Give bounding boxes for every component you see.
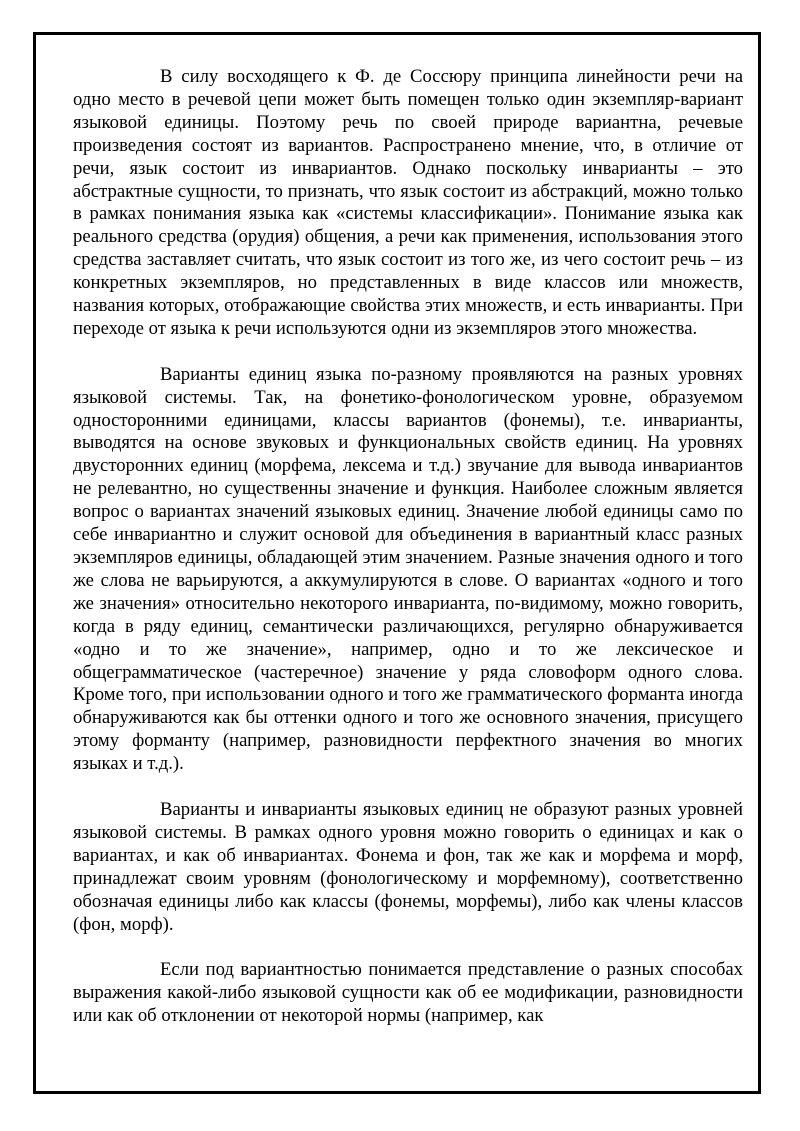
paragraph-4: Если под вариантностью понимается представление о разных способах выражения какой-либо языковой сущности как об ее модификации, разновидности или как об отклонении от некоторой нормы (например, как	[73, 959, 743, 1027]
paragraph-3: Варианты и инварианты языковых единиц не образуют разных уровней языковой системы. В рамках одного уровня можно говорить о единицах и как о вариантах, и как об инвариантах. Фонема и фон, так же как и морфема и морф, принадлежат своим уровням (фонологическому и морфемному), соответственно обозначая единицы либо как классы (фонемы, морфемы), либо как члены классов (фон, морф).	[73, 798, 743, 935]
paragraph-2: Варианты единиц языка по-разному проявляются на разных уровнях языковой системы. Так, на фонетико-фонологическом уровне, образуемом односторонними единицами, классы вариантов (фонемы), т.е. инварианты, выводятся на основе звуковых и функциональных свойств единиц. На уровнях двусторонних единиц (морфема, лексема и т.д.) звучание для вывода инвариантов не релевантно, но существенны значение и функция. Наиболее сложным является вопрос о вариантах значений языковых единиц. Значение любой единицы само по себе инвариантно и служит основой для объединения в вариантный класс разных экземпляров единицы, обладающей этим значением. Разные значения одного и того же слова не варьируются, а аккумулируются в слове. О вариантах «одного и того же значения» относительно некоторого инварианта, по-видимому, можно говорить, когда в ряду единиц, семантически различающихся, регулярно обнаруживается «одно и то же значение», например, одно и то же лексическое и общеграмматическое (частеречное) значение у ряда словоформ одного слова. Кроме того, при использовании одного и того же грамматического форманта иногда обнаруживаются как бы оттенки одного и того же основного значения, присущего этому форманту (например, разновидности перфектного значения во многих языках и т.д.).	[73, 363, 743, 775]
document-body	[73, 66, 743, 1028]
paragraph-1: В силу восходящего к Ф. де Соссюру принципа линейности речи на одно место в речевой цепи может быть помещен только один экземпляр-вариант языковой единицы. Поэтому речь по своей природе вариантна, речевые произведения состоят из вариантов. Распространено мнение, что, в отличие от речи, язык состоит из инвариантов. Однако поскольку инварианты – это абстрактные сущности, то признать, что язык состоит из абстракций, можно только в рамках понимания языка как «системы классификации». Понимание языка как реального средства (орудия) общения, а речи как применения, использования этого средства заставляет считать, что язык состоит из того же, из чего состоит речь – из конкретных экземпляров, но представленных в виде классов или множеств, названия которых, отображающие свойства этих множеств, и есть инварианты. При переходе от языка к речи используются одни из экземпляров этого множества.	[73, 66, 743, 339]
